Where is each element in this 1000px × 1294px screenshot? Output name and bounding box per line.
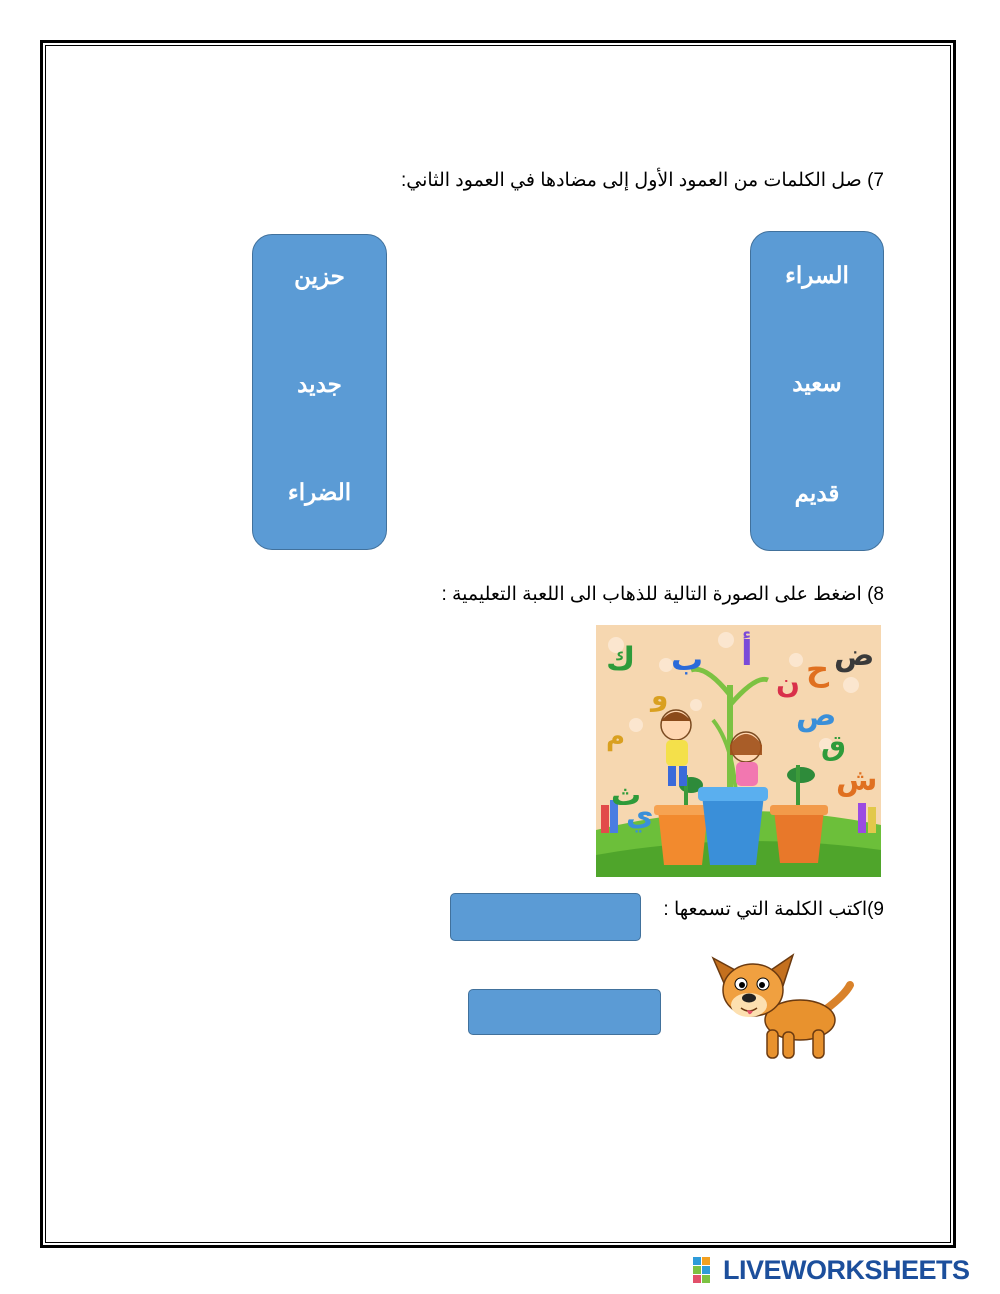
svg-text:ح: ح (806, 650, 830, 688)
question-8-title: 8) اضغط على الصورة التالية للذهاب الى اللعبة التعليمية : (441, 584, 884, 605)
question-7-title: 7) صل الكلمات من العمود الأول إلى مضادها في العمود الثاني: (401, 170, 884, 191)
svg-text:ص: ص (796, 698, 837, 733)
liveworksheets-brand-text: LIVEWORKSHEETS (723, 1254, 970, 1285)
puppy-dog-picture (705, 950, 860, 1065)
word-right-2[interactable]: سعيد (792, 370, 842, 396)
word-right-1[interactable]: السراء (785, 262, 849, 288)
alphabet-garden-game-picture[interactable] (596, 625, 881, 877)
liveworksheets-logo (693, 1256, 970, 1284)
word-right-3[interactable]: قديم (794, 480, 840, 506)
svg-text:ي: ي (626, 798, 654, 833)
word-left-1[interactable]: حزين (294, 263, 345, 289)
svg-text:ق: ق (821, 729, 847, 762)
liveworksheets-icon (693, 1257, 719, 1283)
svg-text:أ: أ (741, 634, 753, 674)
word-left-2[interactable]: جديد (297, 371, 342, 397)
svg-text:ك: ك (606, 640, 636, 678)
game-illustration (596, 625, 881, 877)
words-column-left (252, 234, 387, 550)
word-left-3[interactable]: الضراء (287, 479, 352, 505)
svg-text:م: م (606, 722, 626, 752)
svg-text:ض: ض (834, 638, 875, 673)
svg-text:ن: ن (776, 667, 800, 700)
words-column-right (750, 231, 884, 551)
svg-text:ب: ب (671, 640, 704, 678)
answer-input-1[interactable] (450, 893, 641, 941)
svg-text:و: و (651, 679, 669, 712)
answer-input-2[interactable] (468, 989, 661, 1035)
svg-text:ث: ث (611, 778, 642, 813)
question-9-title: 9)اكتب الكلمة التي تسمعها : (663, 899, 884, 920)
dog-illustration (705, 950, 860, 1065)
svg-text:ش: ش (836, 763, 878, 798)
